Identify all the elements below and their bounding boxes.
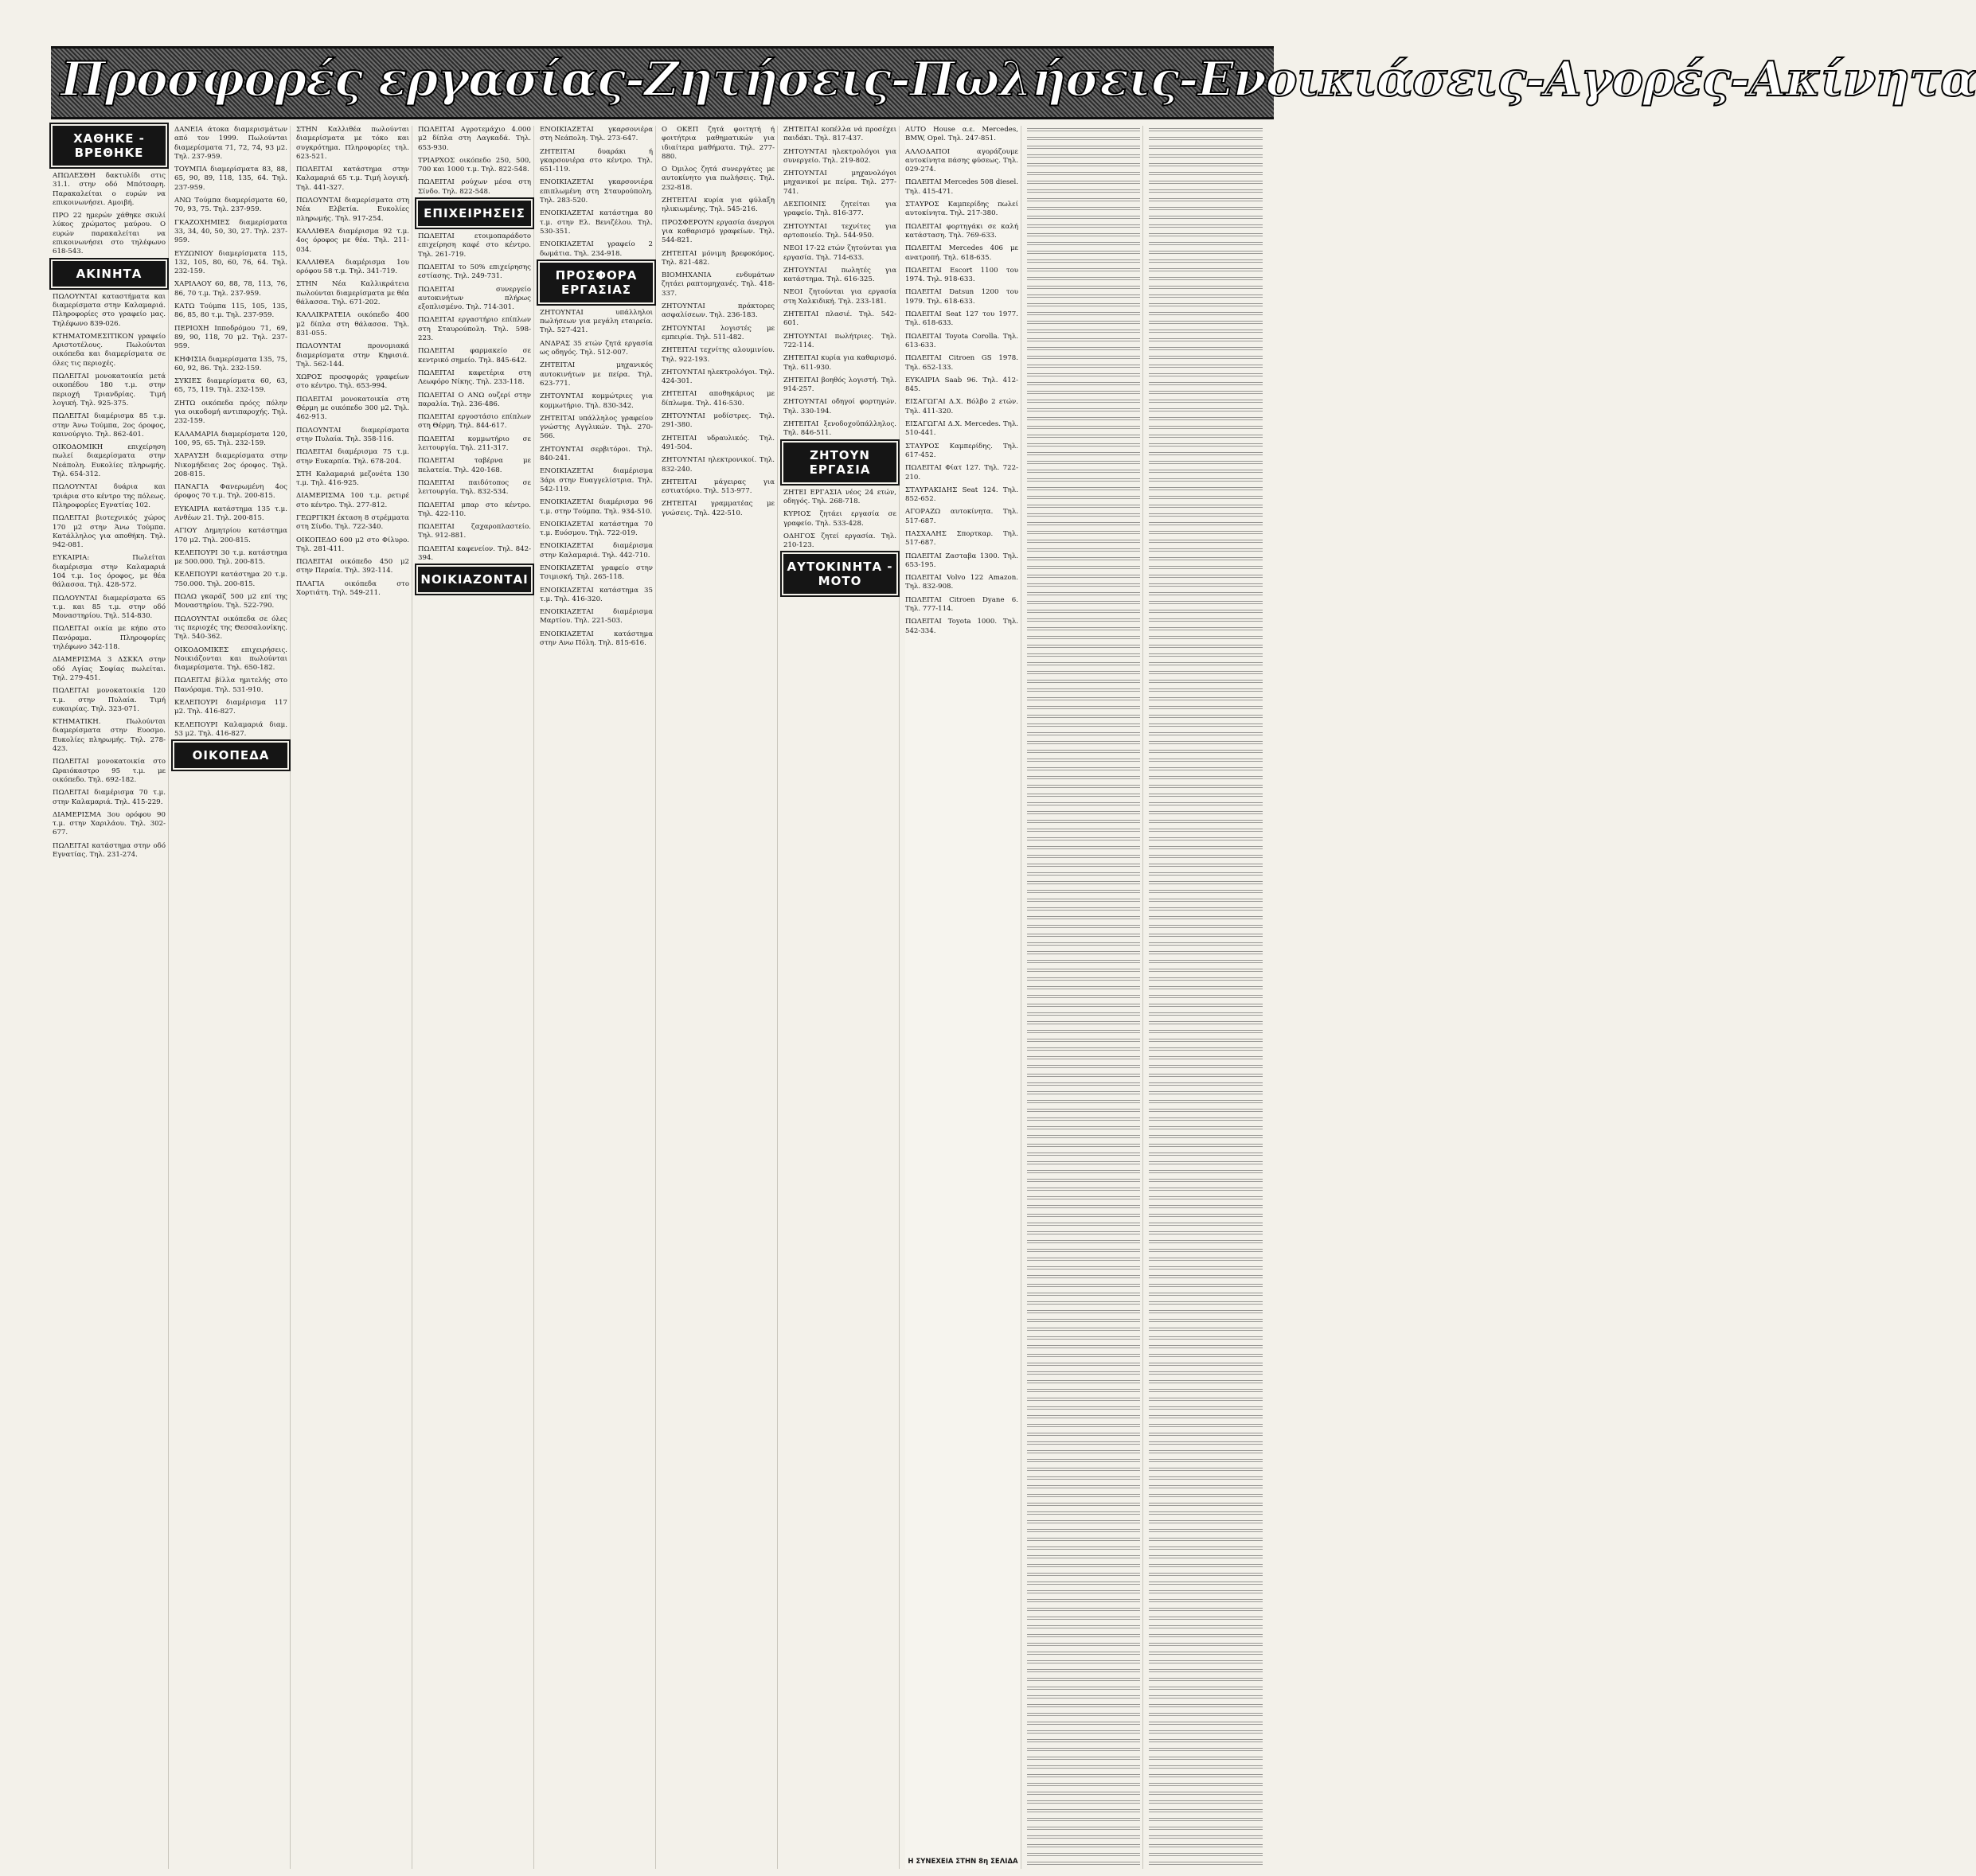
classified-ad: ΠΩΛΕΙΤΑΙ Citroen GS 1978. Τηλ. 652-133. — [905, 354, 1018, 372]
classified-ad: ΕΥΚΑΙΡΙΑ: Πωλείται διαμέρισμα στην Καλαμαριά 104 τ.μ. 1ος όροφος, με θέα θάλασσα. Τηλ. 428-572. — [53, 554, 166, 590]
classified-ad: ΔΙΑΜΕΡΙΣΜΑ 3 ΔΣΚΚΛ στην οδό Αγίας Σοφίας πωλείται. Τηλ. 279-451. — [53, 656, 166, 682]
classified-ad: ΖΗΤΕΙΤΑΙ δυαράκι ή γκαρσονιέρα στο κέντρο. Τηλ. 651-119. — [540, 147, 653, 174]
classified-ad: ΠΩΛΕΙΤΑΙ διαμέρισμα 75 τ.μ. στην Ευκαρπία. Τηλ. 678-204. — [296, 448, 409, 466]
classified-ad: ΠΩΛΕΙΤΑΙ συνεργείο αυτοκινήτων πλήρως εξοπλισμένο. Τηλ. 714-301. — [418, 285, 531, 312]
classified-ad: ΠΩΛΕΙΤΑΙ φαρμακείο σε κεντρικό σημείο. Τηλ. 845-642. — [418, 347, 531, 365]
classified-ad: ΠΩΛΕΙΤΑΙ Citroen Dyane 6. Τηλ. 777-114. — [905, 595, 1018, 614]
classified-ad: ΠΩΛΕΙΤΑΙ φορτηγάκι σε καλή κατάσταση. Τηλ. 769-633. — [905, 222, 1018, 240]
classified-ad: ΕΝΟΙΚΙΑΖΕΤΑΙ διαμέρισμα στην Καλαμαριά. Τηλ. 442-710. — [540, 542, 653, 560]
classifieds-page — [53, 126, 1267, 1869]
classified-ad: ΠΩΛΕΙΤΑΙ Toyota Corolla. Τηλ. 613-633. — [905, 332, 1018, 349]
classified-ad: ΕΥΚΑΙΡΙΑ Saab 96. Τηλ. 412-845. — [905, 376, 1018, 394]
classified-ad: ΓΕΩΡΓΙΚΗ έκταση 8 στρέμματα στη Σίνδο. Τηλ. 722-340. — [296, 513, 409, 532]
classified-ad: ΕΝΟΙΚΙΑΖΕΤΑΙ γραφείο στην Τσιμισκή. Τηλ. 265-118. — [540, 564, 653, 582]
classified-ad: ΚΤΗΜΑΤΙΚΗ. Πωλούνται διαμερίσματα στην Ευοσμο. Ευκολίες πληρωμής. Τηλ. 278-423. — [53, 718, 166, 754]
classified-ad: ΕΝΟΙΚΙΑΖΕΤΑΙ γραφείο 2 δωμάτια. Τηλ. 234-918. — [540, 240, 653, 258]
classified-ad: ΟΙΚΟΠΕΔΟ 600 μ2 στο Φίλυρο. Τηλ. 281-411. — [296, 536, 409, 553]
classified-ad: ΣΤΑΥΡΟΣ Καμπερίδης πωλεί αυτοκίνητα. Τηλ. 217-380. — [905, 201, 1018, 218]
classified-ad: ΖΗΤΟΥΝΤΑΙ πράκτορες ασφαλίσεων. Τηλ. 236-183. — [662, 302, 775, 320]
classified-ad: Ο Όμιλος ζητά συνεργάτες με αυτοκίνητο για πωλήσεις. Τηλ. 232-818. — [662, 166, 775, 192]
classified-ad: ΔΙΑΜΕΡΙΣΜΑ 3ου ορόφου 90 τ.μ. στην Χαριλάου. Τηλ. 302-677. — [53, 810, 166, 837]
classified-ad: ΧΑΡΙΛΑΟΥ 60, 88, 78, 113, 76, 86, 70 τ.μ. Τηλ. 237-959. — [174, 280, 287, 298]
classified-ad: ΠΩΛΕΙΤΑΙ Escort 1100 του 1974. Τηλ. 918-633. — [905, 266, 1018, 284]
classified-ad: ΚΗΦΙΣΙΑ διαμερίσματα 135, 75, 60, 92, 86. Τηλ. 232-159. — [174, 355, 287, 372]
classified-ad: ΑΛΛΟΔΑΠΟΙ αγοράζουμε αυτοκίνητα πάσης φύσεως. Τηλ. 029-274. — [905, 147, 1018, 174]
classified-ad: ΖΗΤΕΙ ΕΡΓΑΣΙΑ νέος 24 ετών, οδηγός. Τηλ. 268-718. — [783, 488, 896, 505]
classified-ad: ΠΩΛΕΙΤΑΙ εργοστάσιο επίπλων στη Θέρμη. Τηλ. 844-617. — [418, 413, 531, 431]
illegible-print-texture — [1149, 126, 1263, 1869]
classified-ad: ΑΓΟΡΑΖΩ αυτοκίνητα. Τηλ. 517-687. — [905, 508, 1018, 525]
column-5 — [540, 126, 656, 1869]
classified-ad: ΕΝΟΙΚΙΑΖΕΤΑΙ κατάστημα 70 τ.μ. Ευόσμου. Τηλ. 722-019. — [540, 520, 653, 538]
classified-ad: ΖΗΤΕΙΤΑΙ κοπέλλα νά προσέχει παιδάκι. Τηλ. 817-437. — [783, 126, 896, 143]
classified-ad: ΕΙΣΑΓΩΓΑΙ Δ.Χ. Mercedes. Τηλ. 510-441. — [905, 420, 1018, 438]
classified-ad: ΣΤΑΥΡΑΚΙΔΗΣ Seat 124. Τηλ. 852-652. — [905, 486, 1018, 504]
classified-ad: ΣΤΗ Καλαμαριά μεζονέτα 130 τ.μ. Τηλ. 416-925. — [296, 470, 409, 488]
classified-ad: ΕΝΟΙΚΙΑΖΕΤΑΙ διαμέρισμα 3άρι στην Ευαγγελίστρια. Τηλ. 542-119. — [540, 467, 653, 493]
classified-ad: ΠΩΛΟΥΝΤΑΙ διαμερίσματα στην Πυλαία. Τηλ. 358-116. — [296, 426, 409, 443]
adjacent-page-column — [1027, 126, 1143, 1869]
classified-ad: ΣΥΚΙΕΣ διαμερίσματα 60, 63, 65, 75, 119. Τηλ. 232-159. — [174, 377, 287, 395]
classified-ad: ΕΝΟΙΚΙΑΖΕΤΑΙ διαμέρισμα Μαρτίου. Τηλ. 221-503. — [540, 608, 653, 626]
classified-ad: ΠΩΛΕΙΤΑΙ Φίατ 127. Τηλ. 722-210. — [905, 464, 1018, 482]
classified-ad: ΠΩΛΟΥΝΤΑΙ διαμερίσματα στη Νέα Ελβετία. Ευκολίες πληρωμής. Τηλ. 917-254. — [296, 197, 409, 223]
classified-ad: ΠΩΛΕΙΤΑΙ μονοκατοικία στο Ωραιόκαστρο 95 τ.μ. με οικόπεδο. Τηλ. 692-182. — [53, 758, 166, 784]
classified-ad: ΚΑΛΛΙΘΕΑ διαμέρισμα 92 τ.μ. 4ος όροφος με θέα. Τηλ. 211-034. — [296, 227, 409, 254]
section-header-plots: ΟΙΚΟΠΕΔΑ — [174, 743, 287, 768]
column-3 — [296, 126, 412, 1869]
classified-ad: ΝΕΟΙ ζητούνται για εργασία στη Χαλκιδική. Τηλ. 233-181. — [783, 288, 896, 306]
classified-ad: ΟΔΗΓΟΣ ζητεί εργασία. Τηλ. 210-123. — [783, 532, 896, 550]
classified-ad: ΠΩΛΕΙΤΑΙ βίλλα ημιτελής στο Πανόραμα. Τηλ. 531-910. — [174, 677, 287, 694]
classified-ad: ΖΗΤΕΙΤΑΙ υπάλληλος γραφείου γνώστης Αγγλικών. Τηλ. 270-566. — [540, 414, 653, 441]
classified-ad: ΖΗΤΕΙΤΑΙ αποθηκάριος με δίπλωμα. Τηλ. 416-530. — [662, 390, 775, 408]
classified-ad: ΕΝΟΙΚΙΑΖΕΤΑΙ γκαρσονιέρα επιπλωμένη στη Σταυρούπολη. Τηλ. 283-520. — [540, 178, 653, 205]
classified-ad: ΑΠΩΛΕΣΘΗ δακτυλίδι στις 31.1. στην οδό Μπότσαρη. Παρακαλείται ο ευρών να επικοινωνήσει. Αμοιβή. — [53, 172, 166, 207]
classified-ad: ΠΩΛΕΙΤΑΙ μονοκατοικία μετά οικοπέδου 180 τ.μ. στην περιοχή Τριανδρίας. Τιμή λογική. Τηλ. 925-375. — [53, 372, 166, 408]
classified-ad: ΕΝΟΙΚΙΑΖΕΤΑΙ κατάστημα 35 τ.μ. Τηλ. 416-320. — [540, 586, 653, 603]
classified-ad: ΕΝΟΙΚΙΑΖΕΤΑΙ διαμέρισμα 96 τ.μ. στην Τούμπα. Τηλ. 934-510. — [540, 498, 653, 516]
section-header-real-estate: ΑΚΙΝΗΤΑ — [53, 261, 166, 287]
banner-title: Προσφορές εργασίας-Ζητήσεις-Πωλήσεις-Ενοικιάσεις-Αγορές-Ακίνητα — [61, 52, 1976, 107]
classified-ad: ΠΩΛΕΙΤΑΙ ζαχαροπλαστείο. Τηλ. 912-881. — [418, 523, 531, 540]
column-7 — [783, 126, 900, 1869]
classified-ad: ΠΩΛΕΙΤΑΙ Seat 127 του 1977. Τηλ. 618-633. — [905, 310, 1018, 328]
classified-ad: ΠΩΛΕΙΤΑΙ Ζασταβα 1300. Τηλ. 653-195. — [905, 552, 1018, 569]
classified-ad: ΕΝΟΙΚΙΑΖΕΤΑΙ κατάστημα στην Ανω Πόλη. Τηλ. 815-616. — [540, 630, 653, 648]
section-header-job-offers: ΠΡΟΣΦΟΡΑ ΕΡΓΑΣΙΑΣ — [540, 263, 653, 302]
classified-ad: ΖΗΤΟΥΝΤΑΙ σερβιτόροι. Τηλ. 840-241. — [540, 445, 653, 463]
classified-ad: ΠΩΛΕΙΤΑΙ ετοιμοπαράδοτο επιχείρηση καφέ στο κέντρο. Τηλ. 261-719. — [418, 232, 531, 259]
column-4 — [418, 126, 534, 1869]
classified-ad: ΠΑΝΑΓΙΑ Φανερωμένη 4ος όροφος 70 τ.μ. Τηλ. 200-815. — [174, 483, 287, 501]
classified-ad: ΣΤΗΝ Νέα Καλλικράτεια πωλούνται διαμερίσματα με θέα θάλασσα. Τηλ. 671-202. — [296, 280, 409, 307]
classified-ad: ΠΡΟ 22 ημερών χάθηκε σκυλί λύκος χρώματος μαύρου. Ο ευρών παρακαλείται να επικοινωνήσει στο τηλέφωνο 618-543. — [53, 212, 166, 256]
classified-ad: ΠΩΛΟΥΝΤΑΙ διαμερίσματα 65 τ.μ. και 85 τ.μ. στην οδό Μοναστηρίου. Τηλ. 514-830. — [53, 594, 166, 621]
classified-ad: ΖΗΤΟΥΝΤΑΙ μηχανολόγοι μηχανικοί με πείρα. Τηλ. 277-741. — [783, 170, 896, 196]
classified-ad: ΠΩΛΕΙΤΑΙ εργαστήριο επίπλων στη Σταυρούπολη. Τηλ. 598-223. — [418, 316, 531, 343]
classified-ad: ΔΙΑΜΕΡΙΣΜΑ 100 τ.μ. ρετιρέ στο κέντρο. Τηλ. 277-812. — [296, 492, 409, 509]
classified-ad: ΔΑΝΕΙΑ άτοκα διαμερισμάτων από τον 1999. Πωλούνται διαμερίσματα 71, 72, 74, 93 μ2. Τηλ. 237-959. — [174, 126, 287, 161]
classified-ad: ΚΕΛΕΠΟΥΡΙ κατάστημα 20 τ.μ. 750.000. Τηλ. 200-815. — [174, 571, 287, 588]
classified-ad: ΠΩΛΕΙΤΑΙ κομμωτήριο σε λειτουργία. Τηλ. 211-317. — [418, 435, 531, 453]
classified-ad: ΠΩΛΕΙΤΑΙ κατάστημα στην οδό Εγνατίας. Τηλ. 231-274. — [53, 841, 166, 859]
classified-ad: ΧΩΡΟΣ προσφοράς γραφείων στο κέντρο. Τηλ. 653-994. — [296, 373, 409, 391]
classified-ad: ΖΗΤΕΙΤΑΙ πλασιέ. Τηλ. 542-601. — [783, 310, 896, 328]
section-header-rentals: ΝΟΙΚΙΑΖΟΝΤΑΙ — [418, 567, 531, 592]
classified-ad: ΠΩΛΕΙΤΑΙ μπαρ στο κέντρο. Τηλ. 422-110. — [418, 501, 531, 518]
classified-ad: ΣΤΗΝ Καλλιθέα πωλούνται διαμερίσματα με τόκο και συγκρότημα. Πληροφορίες τηλ. 623-521. — [296, 126, 409, 161]
section-header-business: ΕΠΙΧΕΙΡΗΣΕΙΣ — [418, 201, 531, 226]
classified-ad: ΖΗΤΕΙΤΑΙ γραμματέας με γνώσεις. Τηλ. 422-510. — [662, 500, 775, 517]
classified-ad: ΖΗΤΟΥΝΤΑΙ ηλεκτρολόγοι. Τηλ. 424-301. — [662, 368, 775, 386]
classified-ad: ΠΩΛΟΥΝΤΑΙ καταστήματα και διαμερίσματα στην Καλαμαριά. Πληροφορίες στο γραφείο μας. Τηλέφωνο 839-026. — [53, 292, 166, 328]
classified-ad: ΖΗΤΟΥΝΤΑΙ λογιστές με εμπειρία. Τηλ. 511-482. — [662, 324, 775, 341]
classified-ad: ΧΑΡΑΥΣΗ διαμερίσματα στην Νικομήδειας 2ος όροφος. Τηλ. 208-815. — [174, 452, 287, 478]
classified-ad: ΟΙΚΟΔΟΜΙΚΗ επιχείρηση πωλεί διαμερίσματα στην Νεάπολη. Ευκολίες πληρωμής. Τηλ. 654-312. — [53, 443, 166, 479]
classified-ad: ΔΕΣΠΟΙΝΙΣ ζητείται για γραφείο. Τηλ. 816-377. — [783, 201, 896, 218]
classified-ad: ΤΡΙΑΡΧΟΣ οικόπεδο 250, 500, 700 και 1000 τ.μ. Τηλ. 822-548. — [418, 156, 531, 174]
classified-ad: ΑΝΔΡΑΣ 35 ετών ζητά εργασία ως οδηγός. Τηλ. 512-007. — [540, 339, 653, 357]
classified-ad: ΕΝΟΙΚΙΑΖΕΤΑΙ κατάστημα 80 τ.μ. στην Ελ. Βενιζέλου. Τηλ. 530-351. — [540, 209, 653, 236]
column-1 — [53, 126, 169, 1869]
classified-ad: ΠΩΛΕΙΤΑΙ παιδότοπος σε λειτουργία. Τηλ. 832-534. — [418, 478, 531, 497]
section-header-job-wanted: ΖΗΤΟΥΝ ΕΡΓΑΣΙΑ — [783, 443, 896, 482]
classified-ad: ΖΗΤΟΥΝΤΑΙ τεχνίτες για αρτοποιείο. Τηλ. 544-950. — [783, 222, 896, 240]
classified-ad: ΖΗΤΟΥΝΤΑΙ μοδίστρες. Τηλ. 291-380. — [662, 412, 775, 430]
classified-ad: ΠΩΛΕΙΤΑΙ ρούχων μέσα στη Σίνδο. Τηλ. 822-548. — [418, 178, 531, 196]
classified-ad: ΠΛΑΓΙΑ οικόπεδα στο Χορτιάτη. Τηλ. 549-211. — [296, 579, 409, 598]
classified-ad: ΝΕΟΙ 17-22 ετών ζητούνται για εργασία. Τηλ. 714-633. — [783, 244, 896, 262]
classified-ad: ΠΩΛΟΥΝΤΑΙ προνομιακά διαμερίσματα στην Κηφισιά. Τηλ. 562-144. — [296, 342, 409, 369]
classified-ad: ΚΕΛΕΠΟΥΡΙ διαμέρισμα 117 μ2. Τηλ. 416-827. — [174, 699, 287, 716]
classified-ad: ΠΩΛΟΥΝΤΑΙ οικόπεδα σε όλες τις περιοχές της Θεσσαλονίκης. Τηλ. 540-362. — [174, 614, 287, 642]
classified-ad: ΠΩΛΟΥΝΤΑΙ δυάρια και τριάρια στο κέντρο της πόλεως. Πληροφορίες Εγνατίας 102. — [53, 483, 166, 509]
classified-ad: ΠΩΛΕΙΤΑΙ διαμέρισμα 85 τ.μ. στην Άνω Τούμπα, 2ος όροφος, καινούργιο. Τηλ. 862-401. — [53, 412, 166, 439]
classified-ad: ΠΑΣΧΑΛΗΣ Σπορτκαρ. Τηλ. 517-687. — [905, 529, 1018, 548]
classified-ad: ΠΩΛΕΙΤΑΙ οικία με κήπο στο Πανόραμα. Πληροφορίες τηλέφωνο 342-118. — [53, 625, 166, 652]
classified-ad: ΠΩΛΕΙΤΑΙ μονοκατοικία στη Θέρμη με οικόπεδο 300 μ2. Τηλ. 462-913. — [296, 395, 409, 422]
classified-ad: ΖΗΤΕΙΤΑΙ μάγειρας για εστιατόριο. Τηλ. 513-977. — [662, 478, 775, 496]
classified-ad: ΖΗΤΟΥΝΤΑΙ πωλητές για κατάστημα. Τηλ. 616-325. — [783, 266, 896, 284]
classified-ad: Ο ΟΚΕΠ ζητά φοιτητή ή φοιτήτρια μαθηματικών για ιδιαίτερα μαθήματα. Τηλ. 277-880. — [662, 126, 775, 161]
classified-ad: ΑΝΩ Τούμπα διαμερίσματα 60, 70, 93, 75. Τηλ. 237-959. — [174, 197, 287, 214]
classified-ad: ΖΗΤΟΥΝΤΑΙ ηλεκτρονικοί. Τηλ. 832-240. — [662, 456, 775, 474]
classified-ad: ΖΗΤΕΙΤΑΙ ξενοδοχοϋπάλληλος. Τηλ. 846-511. — [783, 420, 896, 438]
classified-ad: ΖΗΤΕΙΤΑΙ βοηθός λογιστή. Τηλ. 914-257. — [783, 376, 896, 394]
classified-ad: ΠΩΛΕΙΤΑΙ βιοτεχνικός χώρος 170 μ2 στην Άνω Τούμπα. Κατάλληλος για αποθήκη. Τηλ. 942-081. — [53, 514, 166, 550]
classified-ad: ΖΗΤΕΙΤΑΙ κυρία για φύλαξη ηλικιωμένης. Τηλ. 545-216. — [662, 197, 775, 214]
classified-ad: ΖΗΤΟΥΝΤΑΙ υπάλληλοι πωλήσεων για μεγάλη εταιρεία. Τηλ. 527-421. — [540, 308, 653, 335]
classified-ad: ΟΙΚΟΔΟΜΙΚΕΣ επιχειρήσεις. Νοικιάζονται και πωλούνται διαμερίσματα. Τηλ. 650-182. — [174, 645, 287, 673]
classified-ad: ΠΡΟΣΦΕΡΟΥΝ εργασία άνεργοι για καθαρισμό γραφείων. Τηλ. 544-821. — [662, 218, 775, 245]
classified-ad: ΚΥΡΙΟΣ ζητάει εργασία σε γραφείο. Τηλ. 533-428. — [783, 510, 896, 528]
classified-ad: ΖΗΤΩ οικόπεδα πρόςς πόλην για οικοδομή αντιπαροχής. Τηλ. 232-159. — [174, 399, 287, 426]
classified-ad: ΖΗΤΟΥΝΤΑΙ ηλεκτρολόγοι για συνεργείο. Τηλ. 219-802. — [783, 147, 896, 165]
classified-ad: ΠΩΛΕΙΤΑΙ το 50% επιχείρησης εστίασης. Τηλ. 249-731. — [418, 263, 531, 281]
classified-ad: ΣΤΑΥΡΟΣ Καμπερίδης. Τηλ. 617-452. — [905, 442, 1018, 459]
classified-ad: AUTO House α.ε. Mercedes, BMW, Opel. Τηλ. 247-851. — [905, 126, 1018, 143]
classified-ad: ΠΩΛΕΙΤΑΙ οικόπεδο 450 μ2 στην Περαία. Τηλ. 392-114. — [296, 558, 409, 575]
classified-ad: ΖΗΤΟΥΝΤΑΙ κομμώτριες για κομμωτήριο. Τηλ. 830-342. — [540, 392, 653, 410]
classified-ad: ΠΩΛΕΙΤΑΙ καφετέρια στη Λεωφόρο Νίκης. Τηλ. 233-118. — [418, 369, 531, 387]
classified-ad: ΤΟΥΜΠΑ διαμερίσματα 83, 88, 65, 90, 89, 118, 135, 64. Τηλ. 237-959. — [174, 166, 287, 192]
classified-ad: ΚΕΛΕΠΟΥΡΙ 30 τ.μ. κατάστημα με 500.000. Τηλ. 200-815. — [174, 548, 287, 567]
continuation-note: Η ΣΥΝΕΧΕΙΑ ΣΤΗΝ 8η ΣΕΛΙΔΑ — [908, 1858, 1018, 1866]
classified-ad: ΠΩΛΩ γκαράζ 500 μ2 επί της Μοναστηρίου. Τηλ. 522-790. — [174, 593, 287, 610]
column-6 — [662, 126, 778, 1869]
classified-ad: ΖΗΤΕΙΤΑΙ κυρία για καθαρισμό. Τηλ. 611-930. — [783, 354, 896, 372]
classified-ad: ΖΗΤΕΙΤΑΙ τεχνίτης αλουμινίου. Τηλ. 922-193. — [662, 346, 775, 364]
illegible-print-texture — [1027, 126, 1140, 1869]
classified-ad: ΠΕΡΙΟΧΗ Ιπποδρόμου 71, 69, 89, 90, 118, 70 μ2. Τηλ. 237-959. — [174, 324, 287, 351]
classified-ad: ΚΤΗΜΑΤΟΜΕΣΙΤΙΚΟΝ γραφείο Αριστοτέλους. Πωλούνται οικόπεδα και διαμερίσματα σε όλες τις περιοχές. — [53, 332, 166, 368]
classified-ad: ΠΩΛΕΙΤΑΙ κατάστημα στην Καλαμαριά 65 τ.μ. Τιμή λογική. Τηλ. 441-327. — [296, 166, 409, 192]
classified-ad: ΖΗΤΕΙΤΑΙ μόνιμη βρεφοκόμος. Τηλ. 821-482. — [662, 249, 775, 267]
classified-ad: ΠΩΛΕΙΤΑΙ Αγροτεμάχιο 4.000 μ2 δίπλα στη Λαγκαδά. Τηλ. 653-930. — [418, 126, 531, 152]
classified-ad: ΖΗΤΟΥΝΤΑΙ οδηγοί φορτηγών. Τηλ. 330-194. — [783, 398, 896, 415]
column-8 — [905, 126, 1021, 1869]
classified-ad: ΠΩΛΕΙΤΑΙ ταβέρνα με πελατεία. Τηλ. 420-168. — [418, 457, 531, 474]
adjacent-page-edge — [1149, 126, 1265, 1869]
classified-ad: ΠΩΛΕΙΤΑΙ Volvo 122 Amazon. Τηλ. 832-908. — [905, 574, 1018, 591]
classified-ad: ΠΩΛΕΙΤΑΙ Mercedes 406 με ανατροπή. Τηλ. 618-635. — [905, 244, 1018, 262]
section-header-cars: ΑΥΤΟΚΙΝΗΤΑ - ΜΟΤΟ — [783, 554, 896, 594]
classified-ad: ΠΩΛΕΙΤΑΙ Mercedes 508 diesel. Τηλ. 415-471. — [905, 178, 1018, 196]
classified-ad: ΑΓΙΟΥ Δημητρίου κατάστημα 170 μ2. Τηλ. 200-815. — [174, 527, 287, 544]
column-2 — [174, 126, 291, 1869]
page-banner — [51, 46, 1976, 119]
classified-ad: ΚΕΛΕΠΟΥΡΙ Καλαμαριά διαμ. 53 μ2. Τηλ. 416-827. — [174, 720, 287, 738]
classified-ad: ΖΗΤΕΙΤΑΙ μηχανικός αυτοκινήτων με πείρα. Τηλ. 623-771. — [540, 361, 653, 388]
classified-ad: ΚΑΛΛΙΚΡΑΤΕΙΑ οικόπεδο 400 μ2 δίπλα στη θάλασσα. Τηλ. 831-055. — [296, 311, 409, 337]
classified-ad: ΠΩΛΕΙΤΑΙ Ο ΑΝΩ ουζερί στην παραλία. Τηλ. 236-486. — [418, 391, 531, 408]
classified-ad: ΚΑΛΑΜΑΡΙΑ διαμερίσματα 120, 100, 95, 65. Τηλ. 232-159. — [174, 430, 287, 447]
classified-ad: ΕΥΖΩΝΙΟΥ διαμερίσματα 115, 132, 105, 80, 60, 76, 64. Τηλ. 232-159. — [174, 249, 287, 276]
classified-ad: ΠΩΛΕΙΤΑΙ μονοκατοικία 120 τ.μ. στην Πυλαία. Τιμή ευκαιρίας. Τηλ. 323-071. — [53, 687, 166, 713]
classified-ad: ΚΑΤΩ Τούμπα 115, 105, 135, 86, 85, 80 τ.μ. Τηλ. 237-959. — [174, 302, 287, 320]
classified-ad: ΓΚΑΖΟΧΗΜΙΕΣ διαμερίσματα 33, 34, 40, 50, 30, 27. Τηλ. 237-959. — [174, 218, 287, 245]
classified-ad: ΕΝΟΙΚΙΑΖΕΤΑΙ γκαρσονιέρα στη Νεάπολη. Τηλ. 273-647. — [540, 126, 653, 143]
classified-ad: ΚΑΛΛΙΘΕΑ διαμέρισμα 1ου ορόφου 58 τ.μ. Τηλ. 341-719. — [296, 258, 409, 276]
classified-ad: ΠΩΛΕΙΤΑΙ διαμέρισμα 70 τ.μ. στην Καλαμαριά. Τηλ. 415-229. — [53, 789, 166, 806]
section-header-lost-found: ΧΑΘΗΚΕ - ΒΡΕΘΗΚΕ — [53, 126, 166, 166]
classified-ad: ΖΗΤΕΙΤΑΙ υδραυλικός. Τηλ. 491-504. — [662, 434, 775, 451]
classified-ad: ΠΩΛΕΙΤΑΙ Toyota 1000. Τηλ. 542-334. — [905, 618, 1018, 635]
classified-ad: ΠΩΛΕΙΤΑΙ καφενείον. Τηλ. 842-394. — [418, 544, 531, 562]
classified-ad: ΕΙΣΑΓΩΓΑΙ Δ.Χ. Βόλβο 2 ετών. Τηλ. 411-320. — [905, 398, 1018, 415]
classified-ad: ΒΙΟΜΗΧΑΝΙΑ ενδυμάτων ζητάει ραπτομηχανές. Τηλ. 418-337. — [662, 271, 775, 298]
classified-ad: ΕΥΚΑΙΡΙΑ κατάστημα 135 τ.μ. Ανθέων 21. Τηλ. 200-815. — [174, 505, 287, 522]
classified-ad: ΖΗΤΟΥΝΤΑΙ πωλήτριες. Τηλ. 722-114. — [783, 332, 896, 349]
classified-ad: ΠΩΛΕΙΤΑΙ Datsun 1200 του 1979. Τηλ. 618-633. — [905, 288, 1018, 306]
